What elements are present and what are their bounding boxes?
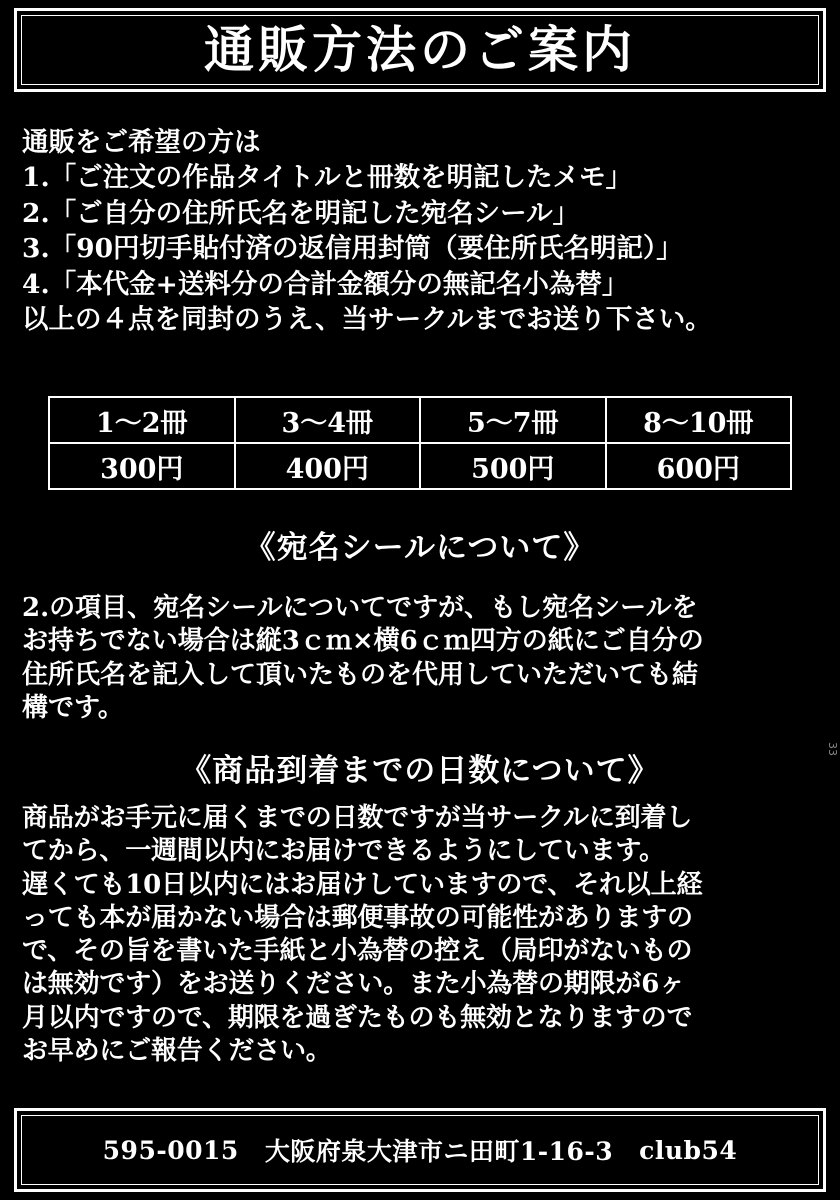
footer-address: 大阪府泉大津市ニ田町1-16-3 (264, 1137, 614, 1166)
intro-item-4: 4.「本代金+送料分の合計金額分の無記名小為替」 (22, 268, 629, 300)
footer-banner-inner (21, 1115, 819, 1185)
days-line-7: 月以内ですので、期限を過ぎたものも無効となりますので (22, 1002, 693, 1033)
table-price-cell-1: 300円 (49, 443, 235, 489)
label-line-4: 構です。 (22, 692, 124, 723)
days-line-5: で、その旨を書いた手紙と小為替の控え（局印がないもの (22, 936, 693, 967)
label-line-3: 住所氏名を記入して頂いたものを代用していただいても結 (22, 659, 699, 690)
intro-lead: 通販をご希望の方は (22, 127, 261, 158)
section-body-delivery-days (22, 802, 828, 1068)
table-header-cell-1: 1〜2冊 (49, 397, 235, 443)
title-banner (14, 8, 826, 92)
table-row-prices (49, 443, 791, 489)
days-line-8: お早めにご報告ください。 (22, 1035, 332, 1066)
section-heading-delivery-days: 《商品到着までの日数について》 (180, 753, 660, 789)
footer-circle-name: club54 (639, 1135, 738, 1165)
intro-block (22, 126, 822, 338)
table-header-cell-2: 3〜4冊 (235, 397, 421, 443)
page-title: 通販方法のご案内 (204, 20, 636, 79)
shipping-price-table (48, 396, 792, 490)
intro-item-2: 2.「ご自分の住所氏名を明記した宛名シール」 (22, 197, 580, 229)
section-body-address-label (22, 592, 828, 725)
intro-item-1: 1.「ご注文の作品タイトルと冊数を明記したメモ」 (22, 162, 633, 194)
page-number: 33 (826, 742, 839, 756)
title-banner-inner (21, 15, 819, 85)
days-line-3: 遅くても10日以内にはお届けしていますので、それ以上経 (22, 869, 703, 900)
intro-item-3: 3.「90円切手貼付済の返信用封筒（要住所氏名明記）」 (22, 233, 683, 265)
footer-banner (14, 1108, 826, 1192)
table-row-headers (49, 397, 791, 443)
table-header-cell-3: 5〜7冊 (420, 397, 606, 443)
days-line-4: っても本が届かない場合は郵便事故の可能性がありますの (22, 902, 693, 933)
days-line-2: てから、一週間以内にお届けできるようにしています。 (22, 836, 665, 867)
days-line-6: は無効です）をお送りください。また小為替の期限が6ヶ (22, 969, 685, 1000)
label-line-2: お持ちでない場合は縦3ｃｍ×横6ｃｍ四方の紙にご自分の (22, 626, 704, 657)
table-price-cell-3: 500円 (420, 443, 606, 489)
footer-postal-code: 595-0015 (102, 1135, 239, 1165)
label-line-1: 2.の項目、宛名シールについてですが、もし宛名シールを (22, 593, 698, 623)
days-line-1: 商品がお手元に届くまでの日数ですが当サークルに到着し (22, 803, 693, 833)
table-price-cell-4: 600円 (606, 443, 792, 489)
table-header-cell-4: 8〜10冊 (606, 397, 792, 443)
table-price-cell-2: 400円 (235, 443, 421, 489)
section-heading-address-label: 《宛名シールについて》 (244, 530, 596, 566)
intro-closing: 以上の４点を同封のうえ、当サークルまでお送り下さい。 (22, 303, 712, 335)
